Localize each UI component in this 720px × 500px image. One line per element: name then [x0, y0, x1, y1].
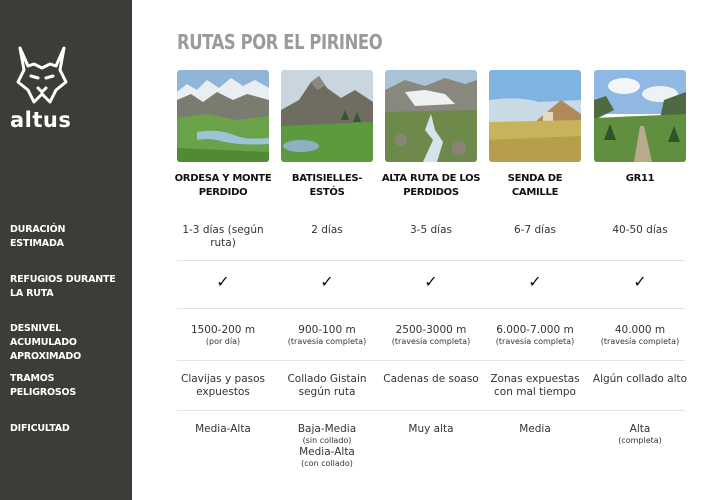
route-photo-ordesa[interactable] [177, 70, 269, 162]
check-icon: ✓ [633, 272, 647, 291]
cell-duration-ordesa: 1-3 días (según ruta) [182, 224, 264, 249]
cell-tramos-batisielles: Collado Gistain según ruta [287, 373, 367, 398]
cell-desnivel-senda-camille: 6.000-7.000 m (travesía completa) [495, 324, 575, 346]
row-label-refugios: REFUGIOS DURANTE LA RUTA [10, 274, 116, 299]
lynx-icon [14, 44, 70, 106]
cell-desnivel-alta-ruta: 2500-3000 m (travesía completa) [391, 324, 471, 346]
cell-dificultad-ordesa: Media-Alta [195, 423, 251, 435]
route-photo-alta-ruta[interactable] [385, 70, 477, 162]
cell-duration-batisielles: 2 días [311, 224, 343, 236]
cell-dificultad-senda-camille: Media [519, 423, 551, 435]
route-name-ordesa: ORDESA Y MONTE PERDIDO [174, 173, 272, 198]
route-photo-gr11[interactable] [594, 70, 686, 162]
check-icon: ✓ [528, 272, 542, 291]
cell-dificultad-gr11: Alta (completa) [618, 423, 662, 445]
cell-tramos-senda-camille: Zonas expuestas con mal tiempo [490, 373, 580, 398]
row-label-desnivel: DESNIVEL ACUMULADO APROXIMADO [10, 323, 81, 362]
cell-desnivel-gr11: 40.000 m (travesía completa) [600, 324, 680, 346]
cell-duration-alta-ruta: 3-5 días [410, 224, 452, 236]
check-icon: ✓ [216, 272, 230, 291]
route-name-batisielles: BATISIELLES-ESTÓS [291, 173, 363, 198]
row-label-duracion: DURACIÓN ESTIMADA [10, 224, 66, 249]
route-name-senda-camille: SENDA DE CAMILLE [507, 173, 563, 198]
cell-tramos-gr11: Algún collado alto [592, 373, 688, 385]
page-title: RUTAS POR EL PIRINEO [177, 30, 383, 54]
cell-duration-senda-camille: 6-7 días [514, 224, 556, 236]
route-photo-senda-camille[interactable] [489, 70, 581, 162]
check-icon: ✓ [320, 272, 334, 291]
route-name-alta-ruta: ALTA RUTA DE LOS PERDIDOS [381, 173, 481, 198]
cell-tramos-alta-ruta: Cadenas de soaso [383, 373, 479, 385]
brand-name: altus [10, 108, 72, 132]
row-label-tramos: TRAMOS PELIGROSOS [10, 373, 76, 398]
row-divider [177, 360, 685, 361]
route-photo-batisielles[interactable] [281, 70, 373, 162]
cell-duration-gr11: 40-50 días [612, 224, 668, 236]
row-divider [177, 410, 685, 411]
brand-logo[interactable] [10, 44, 76, 134]
check-icon: ✓ [424, 272, 438, 291]
row-divider [177, 260, 685, 261]
cell-desnivel-batisielles: 900-100 m (travesía completa) [287, 324, 367, 346]
route-name-gr11: GR11 [625, 173, 655, 184]
row-label-dificultad: DIFICULTAD [10, 423, 70, 434]
cell-dificultad-alta-ruta: Muy alta [408, 423, 454, 435]
cell-desnivel-ordesa: 1500-200 m (por día) [190, 324, 256, 346]
sidebar [0, 0, 132, 500]
cell-dificultad-batisielles: Baja-Media (sin collado) Media-Alta (con collado) [297, 423, 357, 468]
cell-tramos-ordesa: Clavijas y pasos expuestos [181, 373, 265, 398]
row-divider [177, 308, 685, 309]
